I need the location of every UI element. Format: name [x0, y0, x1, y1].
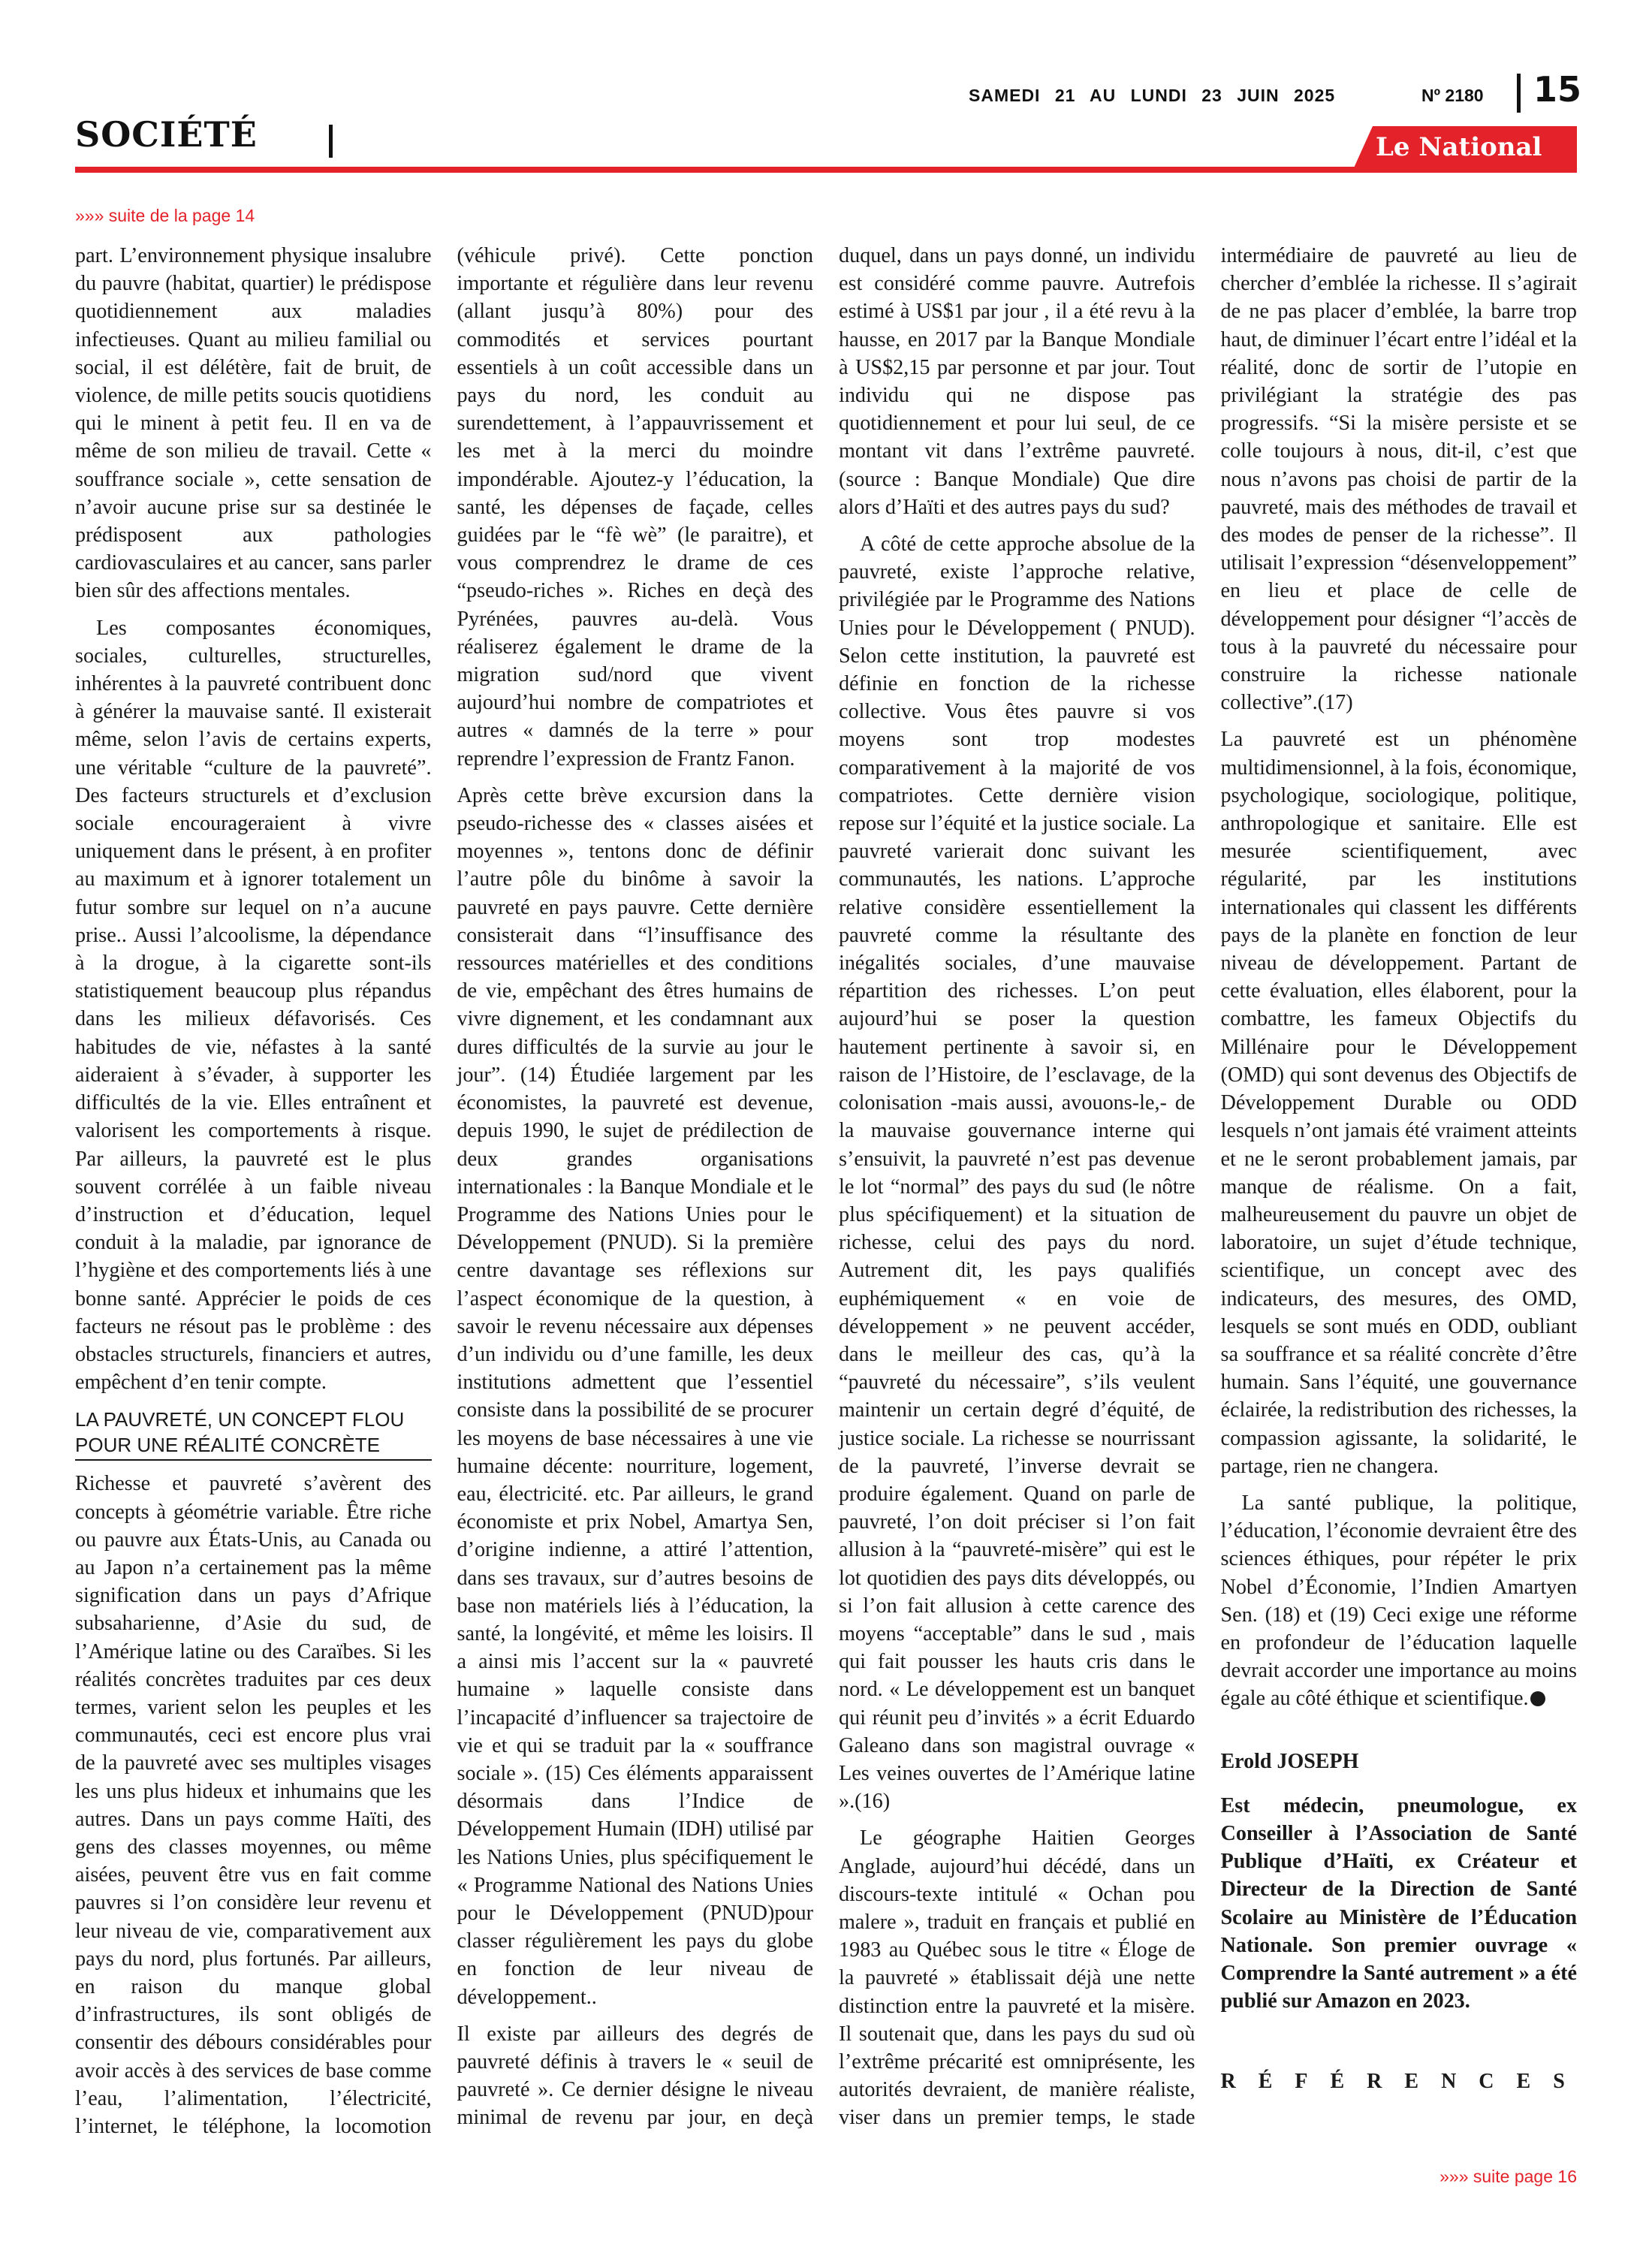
header-rule	[75, 167, 1577, 173]
page-number-divider	[1517, 74, 1521, 113]
continued-to-link[interactable]: »»» suite page 16	[1439, 2167, 1577, 2186]
paragraph: Il existe par ailleurs des degrés de pauvreté définis à travers le « seuil de pauvreté ». Ce dernier désigne le niveau minimal de revenu par jour, en deçà duquel, dans un pays donné, un individu est considéré comme pauvre. Autrefois estimé à US$1 par jour , il a été revu à la hausse, en 2017 par la Banque Mondiale à US$2,15 par personne et par jour. Tout individu qui ne dispose pas quotidiennement et pour lui seul, de ce montant vit dans l’extrême pauvreté. (source : Banque Mondiale) Que dire alors d’Haïti et des autres pays du sud?	[457, 244, 1195, 2130]
end-of-article-icon	[1530, 1691, 1545, 1706]
dateline: SAMEDI 21 AU LUNDI 23 JUIN 2025	[969, 86, 1336, 105]
article-body	[75, 242, 1587, 2157]
author-name: Erold JOSEPH	[1220, 1749, 1359, 1773]
paragraph-final-text: La santé publique, la politique, l’éducation, l’économie devraient être des sciences éthiques, pour répéter le prix Nobel d’Économie, l’Indien Amartyen Sen. (18) et (19) Ceci exige une réforme en profondeur de l’éducation laquelle devrait accorder une importance au moins égale au côté éthique et scientifique.	[1220, 1491, 1577, 1711]
continued-from-link[interactable]: »»» suite de la page 14	[75, 206, 255, 225]
author-bio: Est médecin, pneumologue, ex Conseiller à l’Association de Santé Publique d’Haïti, ex Créateur et Directeur de la Direction de Santé Scolaire au Ministère de l’Éducation Nationale. Son premier ouvrage « Comprendre la Santé autrement » a été publié sur Amazon en 2023.	[1220, 1793, 1577, 2013]
paragraph-final	[1221, 1489, 1578, 1713]
brand-name: Le National	[1376, 132, 1542, 162]
issue-number: Nº 2180	[1421, 86, 1484, 105]
references-heading: RÉFÉRENCES	[1220, 2070, 1587, 2094]
section-divider	[329, 125, 333, 158]
section-title: SOCIÉTÉ	[75, 114, 258, 155]
paragraph: Après cette brève excursion dans la pseudo-richesse des « classes aisées et moyennes », tentons donc de définir l’autre pôle du binôme à savoir la pauvreté en pays pauvre. Cette dernière consisterait dans “l’insuffisance des ressources matérielles et des conditions de vie, empêchant des êtres humains de vivre dignement, et les condamnant aux dures difficultés de la survie au jour le jour”. (14) Étudiée largement par les économistes, la pauvreté est devenue, depuis 1990, le sujet de prédilection de deux grandes organisations internationales : la Banque Mondiale et le Programme des Nations Unies pour le Développement (PNUD). Si la première centre davantage ses réflexions sur l’aspect économique de la question, à savoir le revenu nécessaire aux dépenses d’un individu ou d’une famille, les deux institutions admettent que l’essentiel consiste dans la possibilité de se procurer les moyens de base nécessaires à une vie humaine décente: nourriture, logement, eau, électricité. etc. Par ailleurs, le grand économiste et prix Nobel, Amartya Sen, d’origine indienne, a attiré l’attention, dans ses travaux, sur d’autres besoins de base non matériels liés à l’éducation, la santé, la longévité, et même les loisirs. Il a ainsi mis l’accent sur la « pauvreté humaine » laquelle consiste dans l’incapacité d’influencer sa trajectoire de vie et qui se traduit par la « souffrance sociale ». (15) Ces éléments apparaissent désormais dans l’Indice de Développement Humain (IDH) utilisé par les Nations Unies, plus spécifiquement le « Programme National des Nations Unies pour le Développement (PNUD)pour classer régulièrement les pays du globe en fonction de leur niveau de développement..	[457, 783, 813, 2009]
paragraph: La pauvreté est un phénomène multidimensionnel, à la fois, économique, psychologique, sociologique, politique, anthropologique et sanitaire. Elle est mesurée scientifiquement, avec régularité, par les institutions internationales qui classent les différents pays de la planète en fonction de leur niveau de développement. Partant de cette évaluation, elles élaborent, pour la combattre, les fameux Objectifs du Millénaire pour le Développement (OMD) qui sont devenus des Objectifs de Développement Durable ou ODD lesquels n’ont jamais été vraiment atteints et ne le seront probablement jamais, par manque de réalisme. On a fait, malheureusement du pauvre un objet de laboratoire, un sujet d’étude technique, scientifique, un concept avec des indicateurs, des mesures, des OMD, lesquels se sont mués en ODD, oubliant sa souffrance et sa réalité concrète d’être humain. Sans l’équité, une gouvernance éclairée, la redistribution des richesses, la compassion agissante, la solidarité, le partage, rien ne changera.	[1220, 728, 1577, 1478]
paragraph: Les composantes économiques, sociales, culturelles, structurelles, inhérentes à la pauvreté contribuent donc à générer la mauvaise santé. Il existerait même, selon l’avis de certains experts, une véritable “culture de la pauvreté”. Des facteurs structurels et d’exclusion sociale encourageraient à vivre uniquement dans le présent, à en profiter au maximum et à ignorer totalement un futur sombre sur lequel on n’a aucune prise.. Aussi l’alcoolisme, la dépendance à la drogue, à la cigarette sont-ils statistiquement beaucoup plus répandus dans les milieux défavorisés. Ces habitudes de vie, néfastes à la santé aideraient à s’évader, à supporter les difficultés de la vie. Elles entraînent et valorisent les comportements à risque. Par ailleurs, la pauvreté est le plus souvent corrélée à un faible niveau d’instruction et d’éducation, lequel conduit à la maladie, par ignorance de l’hygiène et des comportements liés à une bonne santé. Apprécier le poids de ces facteurs ne résout pas le problème : des obstacles structurels, financiers et autres, empêchent d’en tenir compte.	[75, 616, 432, 1395]
paragraph: Richesse et pauvreté s’avèrent des concepts à géométrie variable. Être riche ou pauvre aux États-Unis, au Canada ou au Japon n’a certainement pas la même signification dans un pays d’Afrique subsaharienne, d’Asie du sud, de l’Amérique latine ou des Caraïbes. Si les réalités concrètes traduites par ces deux termes, varient selon les peuples et les communautés, ceci est encore plus vrai de la pauvreté avec ses multiples visages les uns plus hideux et inhumains que les autres. Dans un pays comme Haïti, des gens des classes moyennes, ou même aisées, peuvent être vus en fait comme pauvres si l’on considère leur revenu et leur niveau de vie, comparativement aux pays du nord, plus fortunés. Par ailleurs, en raison du manque global d’infrastructures, ils sont obligés de consentir des débours considérables pour avoir accès à des services de base comme l’eau, l’alimentation, l’électricité, l’internet, le téléphone, la locomotion (véhicule privé). Cette ponction importante et régulière dans leur revenu (allant jusqu’à 80%) pour des commodités et services pourtant essentiels à un coût accessible dans un pays du nord, les conduit au surendettement, à l’appauvrissement et les met à la merci du moindre impondérable. Ajoutez-y l’éducation, la santé, les dépenses de façade, celles guidées par le “fè wè” (le paraitre), et vous comprendrez le drame de ces “pseudo-riches ». Riches en deçà des Pyrénées, pauvres au-delà. Vous réaliserez également le drame de la migration sud/nord que vivent aujourd’hui nombre de compatriotes et autres « damnés de la terre » pour reprendre l’expression de Frantz Fanon.	[75, 244, 813, 2138]
paragraph: A côté de cette approche absolue de la pauvreté, existe l’approche relative, privilégiée par le Programme des Nations Unies pour le Développement ( PNUD). Selon cette institution, la pauvreté est définie en fonction de la richesse collective. Vous êtes pauvre si vos moyens sont trop modestes comparativement à la majorité de vos compatriotes. Cette dernière vision repose sur l’équité et la justice sociale. La pauvreté varierait donc suivant les communautés, les nations. L’approche relative considère essentiellement la pauvreté comme la résultante des inégalités sociales, d’une mauvaise répartition des richesses. L’on peut aujourd’hui se poser la question hautement pertinente à savoir si, en raison de l’Histoire, de l’esclavage, de la colonisation -mais aussi, avouons-le,- de la mauvaise gouvernance interne qui s’ensuivit, la pauvreté n’est pas devenue le lot “normal” des pays du sud (le nôtre plus spécifiquement) et la situation de richesse, celui des pays du nord. Autrement dit, les pays qualifiés euphémiquement « en voie de développement » ne peuvent accéder, dans le meilleur des cas, qu’à la “pauvreté du nécessaire”, s’ils veulent maintenir un certain degré d’équité, de justice sociale. La richesse se nourrissant de la pauvreté, l’inverse devrait se produire également. Quand on parle de pauvreté, l’on doit préciser si l’on fait allusion à la “pauvreté-misère” qui est le lot quotidien des pays dits développés, ou si l’on fait allusion à cette carence des moyens “acceptable” dans le sud , mais qui fait pousser les hauts cris dans le nord. « Le développement est un banquet qui réunit peu d’invités » a écrit Eduardo Galeano dans son magistral ouvrage « Les veines ouvertes de l’Amérique latine ».(16)	[839, 532, 1195, 1814]
page-number: 15	[1533, 69, 1582, 110]
paragraph: Le géographe Haitien Georges Anglade, aujourd’hui décédé, dans un discours-texte intitulé « Ochan pou malere », traduit en français et publié en 1983 au Québec sous le titre « Éloge de la pauvreté » établissait déjà une nette distinction entre la pauvreté et la misère. Il soutenait que, dans les pays du sud où l’extrême précarité est omniprésente, les autorités devraient, de manière réaliste, viser dans un premier temps, le stade intermédiaire de pauvreté au lieu de chercher d’emblée la richesse. Il s’agirait de ne pas placer d’emblée, la barre trop haut, de diminuer l’écart entre l’idéal et la réalité, donc de sortir de l’utopie en privilégiant la stratégie des pas progressifs. “Si la misère persiste et se colle toujours à nous, dit-il, c’est que nous n’avons pas choisi de partir de la pauvreté, mais des méthodes de travail et des modes de penser de la richesse”. Il utilisait l’expression “désenveloppement” en lieu et place de celle de développement pour désigner “l’accès de tous à la pauvreté du nécessaire pour construire la richesse nationale collective”.(17)	[839, 244, 1577, 2130]
subheading: LA PAUVRETÉ, UN CONCEPT FLOU POUR UNE RÉALITÉ CONCRÈTE	[75, 1407, 432, 1461]
paragraph: part. L’environnement physique insalubre du pauvre (habitat, quartier) le prédispose quotidiennement aux maladies infectieuses. Quant au milieu familial ou social, il est délétère, fait de bruit, de violence, de mille petits soucis quotidiens qui le minent à petit feu. Il en va de même de son milieu de travail. Cette « souffrance sociale », cette sensation de n’avoir aucune prise sur sa destinée le prédisposent aux pathologies cardiovasculaires et au cancer, sans parler bien sûr des affections mentales.	[75, 244, 432, 603]
